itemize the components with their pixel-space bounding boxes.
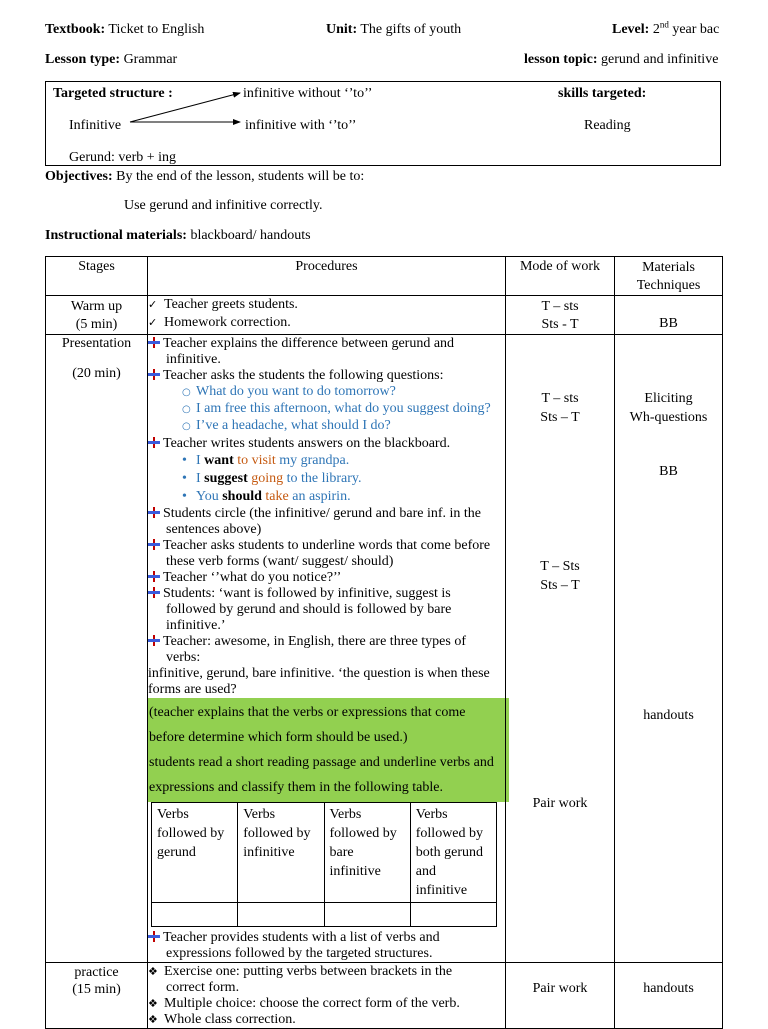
classification-table [151, 802, 497, 927]
classification-col-bare: Verbs followed by bare infinitive [324, 803, 410, 903]
circle-bullet-icon: ○ [182, 404, 191, 415]
structure-arrows [125, 88, 250, 130]
table-row-warmup [46, 296, 723, 335]
material-practice: handouts [615, 963, 723, 1029]
stage-practice: practice (15 min) [46, 963, 148, 1029]
stage-presentation: Presentation (20 min) [46, 335, 148, 963]
infinitive-with-to: infinitive with ‘’to’’ [245, 118, 357, 133]
procedures-practice: ❖ Exercise one: putting verbs between brackets in the correct form. ❖ Multiple choice: choose the correct form of the verb. ❖ Whole class correction. [148, 963, 506, 1029]
mode-presentation: T – sts Sts – T T – Sts Sts – T Pair work [506, 335, 615, 963]
material-warmup: BB [615, 296, 723, 335]
arrow-to-without [130, 93, 240, 122]
mode-warmup: T – sts Sts - T [506, 296, 615, 335]
infinitive-label: Infinitive [69, 118, 122, 133]
gerund-label: Gerund: verb + ing [69, 150, 177, 165]
textbook-line: Textbook: Ticket to English [45, 22, 205, 37]
pin-bullet-icon [148, 539, 160, 550]
classification-col-gerund: Verbs followed by gerund [152, 803, 238, 903]
infinitive-without-to: infinitive without ‘’to’’ [243, 86, 373, 101]
procedures-presentation: Teacher explains the difference between gerund and infinitive. Teacher asks the students the following questions: ○ What do you want to do tomorrow? ○ I am free this afternoon, what do you suggest doing? ○ I’ve a headache, what should I do? Teacher writes students answers on the blackboard. • I want to visit my grandpa. • I suggest going to the library. • You should take an aspirin. Students circle (the infinitive/ gerund and bare inf. in the sentences above) Teacher asks students to underline words that come before these verb forms (want/ suggest/ should) Teacher ‘’what do you notice?’’ Students: ‘want is followed by infinitive, suggest is followed by gerund and should is followed by bare infinitive.’ Teacher: awesome, in English, there are three types of verbs: infinitive, gerund, bare infinitive. ‘the question is when these forms are used? (teacher explains that the verbs or expressions that come before determine which form should be used.) students read a short reading passage and underline verbs and expressions and classify them in the following table. Verbs followed by gerund Verbs followed by infinitive Verbs followed by bare infinitive Verbs followed by both gerund and infinitive Teacher provides students with a list of verbs and expressions followed by the targeted structures. [148, 335, 506, 963]
unit-line: Unit: The gifts of youth [326, 22, 462, 37]
pin-bullet-icon [148, 571, 160, 582]
classification-empty-row [152, 903, 497, 927]
pin-bullet-icon [148, 587, 160, 598]
diamond-bullet-icon: ❖ [148, 997, 158, 1010]
dot-bullet-icon: • [182, 471, 187, 486]
header-stages: Stages [46, 257, 148, 296]
skills-value: Reading [584, 118, 631, 133]
pin-bullet-icon [148, 635, 160, 646]
table-header-row [46, 257, 723, 296]
lesson-topic-line: lesson topic: gerund and infinitive [524, 52, 719, 67]
objective-item: Use gerund and infinitive correctly. [124, 198, 323, 213]
dot-bullet-icon: • [182, 489, 187, 504]
lesson-type-line: Lesson type: Grammar [45, 52, 178, 67]
material-presentation: Eliciting Wh-questions BB handouts [615, 335, 723, 963]
header-mode: Mode of work [506, 257, 615, 296]
diamond-bullet-icon: ❖ [148, 1013, 158, 1026]
materials-line: Instructional materials: blackboard/ handouts [45, 228, 311, 243]
dot-bullet-icon: • [182, 453, 187, 468]
check-icon: ✓ [148, 316, 158, 329]
classification-col-infinitive: Verbs followed by infinitive [238, 803, 324, 903]
circle-bullet-icon: ○ [182, 421, 191, 432]
level-line: Level: 2nd year bac [612, 19, 720, 37]
table-row-practice [46, 963, 723, 1029]
table-row-presentation [46, 335, 723, 963]
highlighted-instructions: (teacher explains that the verbs or expressions that come before determine which form should be used.) students read a short reading passage and underline verbs and expressions and classify them in the following table. [147, 698, 509, 802]
pin-bullet-icon [148, 369, 160, 380]
classification-header-row [152, 803, 497, 903]
procedures-warmup: ✓ Teacher greets students. ✓ Homework correction. [148, 296, 506, 335]
lesson-table [45, 256, 723, 1029]
targeted-structure-title: Targeted structure : [53, 86, 173, 101]
pin-bullet-icon [148, 337, 160, 348]
pin-bullet-icon [148, 437, 160, 448]
classification-col-both: Verbs followed by both gerund and infinitive [410, 803, 496, 903]
mode-practice: Pair work [506, 963, 615, 1029]
header-procedures: Procedures [148, 257, 506, 296]
circle-bullet-icon: ○ [182, 387, 191, 398]
check-icon: ✓ [148, 298, 158, 311]
diamond-bullet-icon: ❖ [148, 965, 158, 978]
stage-warmup: Warm up (5 min) [46, 296, 148, 335]
pin-bullet-icon [148, 931, 160, 942]
objectives-line: Objectives: By the end of the lesson, students will be to: [45, 169, 365, 184]
skills-title: skills targeted: [558, 86, 647, 101]
pin-bullet-icon [148, 507, 160, 518]
header-materials: Materials Techniques [615, 257, 723, 296]
